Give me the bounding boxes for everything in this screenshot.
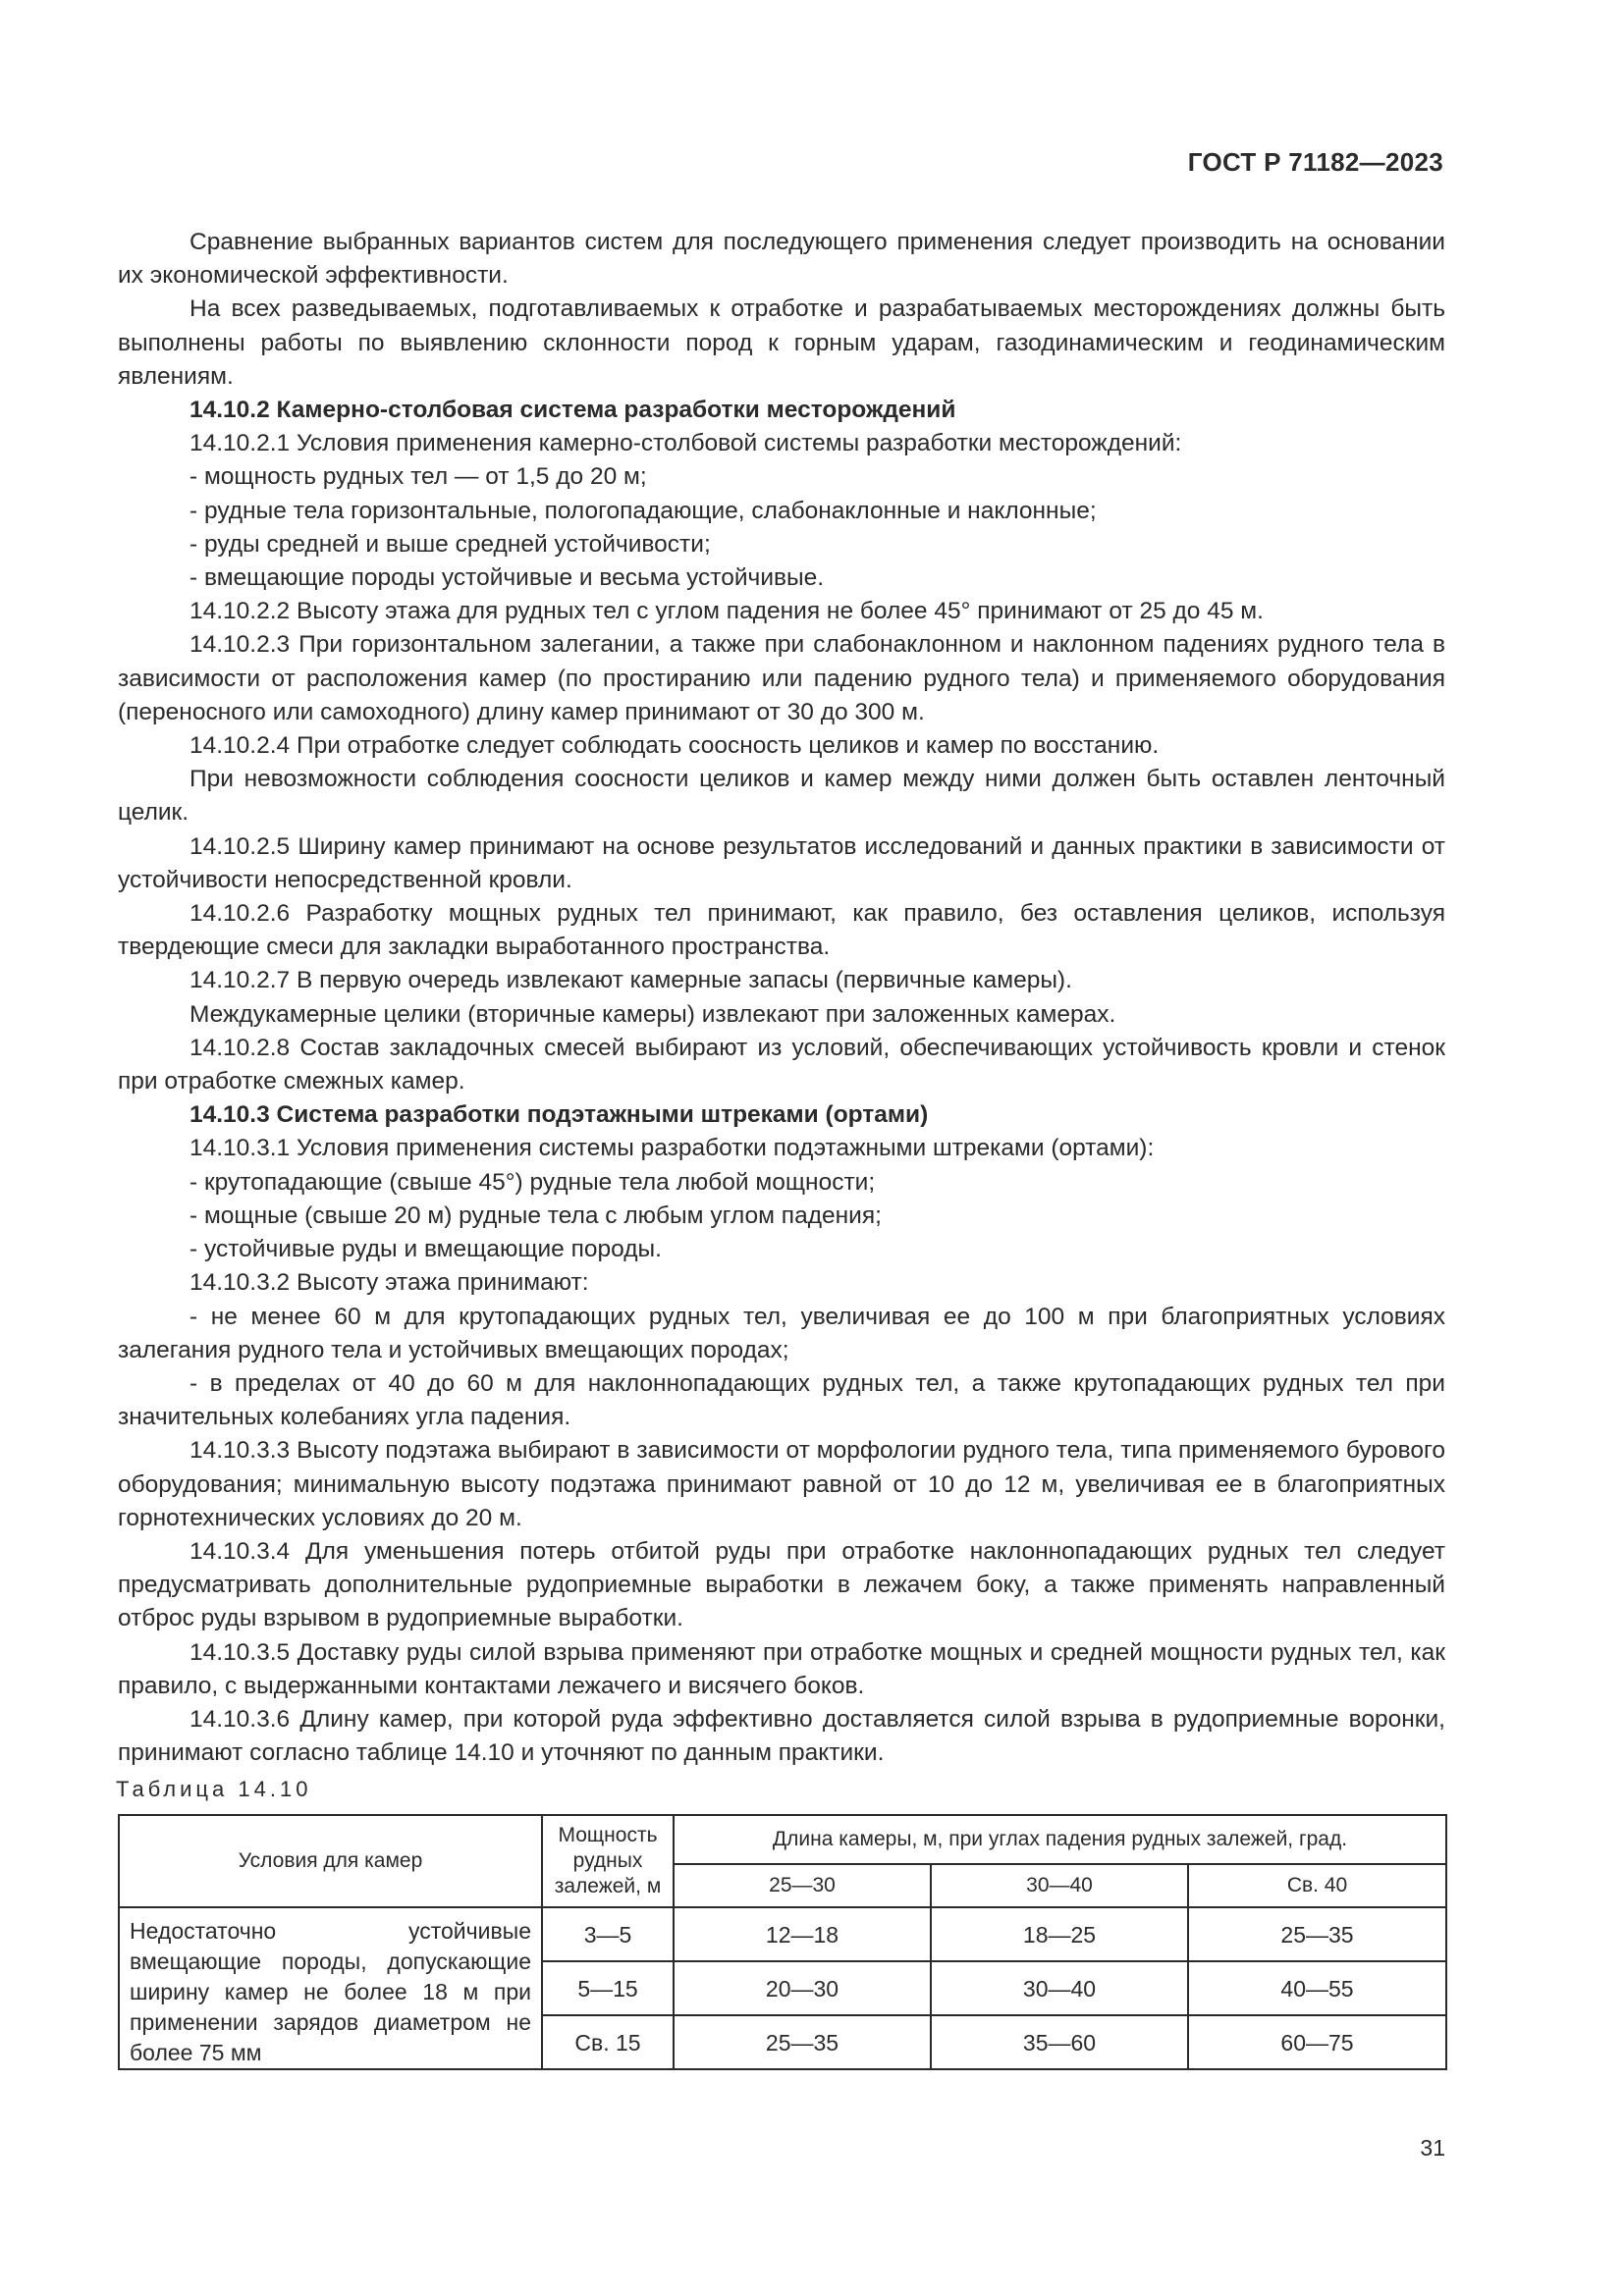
list-item: - рудные тела горизонтальные, пологопадающие, слабонаклонные и наклонные;: [189, 497, 1097, 524]
length-cell: 18—25: [931, 1907, 1188, 1961]
condition-cell: Недостаточно устойчивые вмещающие породы, допускающие ширину камер не более 18 м при применении зарядов диаметром не более 75 мм: [119, 1907, 542, 2069]
section-heading: 14.10.3 Система разработки подэтажными штреками (ортами): [189, 1101, 929, 1129]
thickness-cell: Св. 15: [542, 2015, 674, 2069]
paragraph: 14.10.2.2 Высоту этажа для рудных тел с углом падения не более 45° принимают от 25 до 45 м.: [189, 598, 1264, 625]
paragraph: 14.10.2.8 Состав закладочных смесей выбирают из условий, обеспечивающих устойчивость кровли и стенок при отработке смежных камер.: [118, 1034, 1445, 1095]
length-cell: 12—18: [674, 1907, 931, 1961]
header-angle: Св. 40: [1188, 1864, 1446, 1907]
section-heading: 14.10.2 Камерно-столбовая система разработки месторождений: [189, 397, 956, 424]
paragraph: 14.10.2.4 При отработке следует соблюдать соосность целиков и камер по восстанию.: [189, 732, 1160, 760]
length-cell: 35—60: [931, 2015, 1188, 2069]
header-thickness: Мощность рудных залежей, м: [542, 1815, 674, 1907]
list-item: - мощность рудных тел — от 1,5 до 20 м;: [189, 463, 647, 491]
paragraph: 14.10.3.1 Условия применения системы разработки подэтажными штреками (ортами):: [189, 1135, 1155, 1162]
length-cell: 20—30: [674, 1961, 931, 2015]
length-cell: 40—55: [1188, 1961, 1446, 2015]
list-item: - руды средней и выше средней устойчивости;: [189, 530, 711, 558]
length-cell: 60—75: [1188, 2015, 1446, 2069]
header-angle: 30—40: [931, 1864, 1188, 1907]
paragraph: 14.10.3.4 Для уменьшения потерь отбитой руды при отработке наклоннопадающих рудных тел следует предусматривать дополнительные рудоприемные выработки в лежачем боку, а также применять направленный отброс руды взрывом в рудоприемные выработки.: [118, 1537, 1445, 1632]
list-item: - вмещающие породы устойчивые и весьма устойчивые.: [189, 564, 825, 592]
paragraph: 14.10.2.1 Условия применения камерно-столбовой системы разработки месторождений:: [189, 430, 1182, 457]
paragraph: Междукамерные целики (вторичные камеры) извлекают при заложенных камерах.: [189, 1000, 1116, 1028]
data-table: [118, 1814, 1447, 2070]
list-item: - устойчивые руды и вмещающие породы.: [189, 1236, 662, 1263]
paragraph: - в пределах от 40 до 60 м для наклоннопадающих рудных тел, а также крутопадающих рудных тел при значительных колебаниях угла падения.: [118, 1369, 1445, 1431]
table-caption: Таблица 14.10: [116, 1777, 312, 1801]
paragraph: - не менее 60 м для крутопадающих рудных тел, увеличивая ее до 100 м при благоприятных условиях залегания рудного тела и устойчивых вмещающих породах;: [118, 1303, 1445, 1363]
list-item: - крутопадающие (свыше 45°) рудные тела любой мощности;: [189, 1168, 876, 1196]
paragraph: 14.10.2.5 Ширину камер принимают на основе результатов исследований и данных практики в зависимости от устойчивости непосредственной кровли.: [118, 832, 1445, 893]
paragraph: 14.10.3.6 Длину камер, при которой руда эффективно доставляется силой взрыва в рудоприемные воронки, принимают согласно таблице 14.10 и уточняют по данным практики.: [118, 1705, 1445, 1767]
paragraph: 14.10.2.6 Разработку мощных рудных тел принимают, как правило, без оставления целиков, используя твердеющие смеси для закладки выработанного пространства.: [118, 900, 1445, 961]
length-cell: 25—35: [1188, 1907, 1446, 1961]
thickness-cell: 5—15: [542, 1961, 674, 2015]
length-cell: 25—35: [674, 2015, 931, 2069]
paragraph: Сравнение выбранных вариантов систем для последующего применения следует производить на основании их экономической эффективности.: [118, 229, 1445, 290]
paragraph: 14.10.3.3 Высоту подэтажа выбирают в зависимости от морфологии рудного тела, типа применяемого бурового оборудования; минимальную высоту подэтажа принимают равной от 10 до 12 м, увеличивая ее в благоприятных горнотехнических условиях до 20 м.: [118, 1437, 1445, 1531]
paragraph: 14.10.2.7 В первую очередь извлекают камерные запасы (первичные камеры).: [189, 967, 1072, 994]
length-cell: 30—40: [931, 1961, 1188, 2015]
paragraph: При невозможности соблюдения соосности целиков и камер между ними должен быть оставлен ленточный целик.: [118, 766, 1445, 827]
document-body: [118, 226, 1445, 1770]
list-item: - мощные (свыше 20 м) рудные тела с любым углом падения;: [189, 1201, 882, 1229]
header-angle: 25—30: [674, 1864, 931, 1907]
table-row: [119, 1907, 1446, 1961]
paragraph: 14.10.3.2 Высоту этажа принимают:: [189, 1269, 589, 1297]
document-header: ГОСТ Р 71182—2023: [1187, 147, 1443, 177]
page-number: 31: [1420, 2135, 1445, 2161]
header-chamber-length: Длина камеры, м, при углах падения рудных залежей, град.: [674, 1815, 1446, 1864]
thickness-cell: 3—5: [542, 1907, 674, 1961]
paragraph: 14.10.2.3 При горизонтальном залегании, а также при слабонаклонном и наклонном падениях рудного тела в зависимости от расположения камер (по простиранию или падению рудного тела) и применяемого оборудования (переносного или самоходного) длину камер принимают от 30 до 300 м.: [118, 631, 1445, 725]
header-conditions: Условия для камер: [119, 1815, 542, 1907]
paragraph: На всех разведываемых, подготавливаемых к отработке и разрабатываемых месторождениях должны быть выполнены работы по выявлению склонности пород к горным ударам, газодинамическим и геодинамическим явлениям.: [118, 295, 1445, 390]
paragraph: 14.10.3.5 Доставку руды силой взрыва применяют при отработке мощных и средней мощности рудных тел, как правило, с выдержанными контактами лежачего и висячего боков.: [118, 1638, 1445, 1699]
